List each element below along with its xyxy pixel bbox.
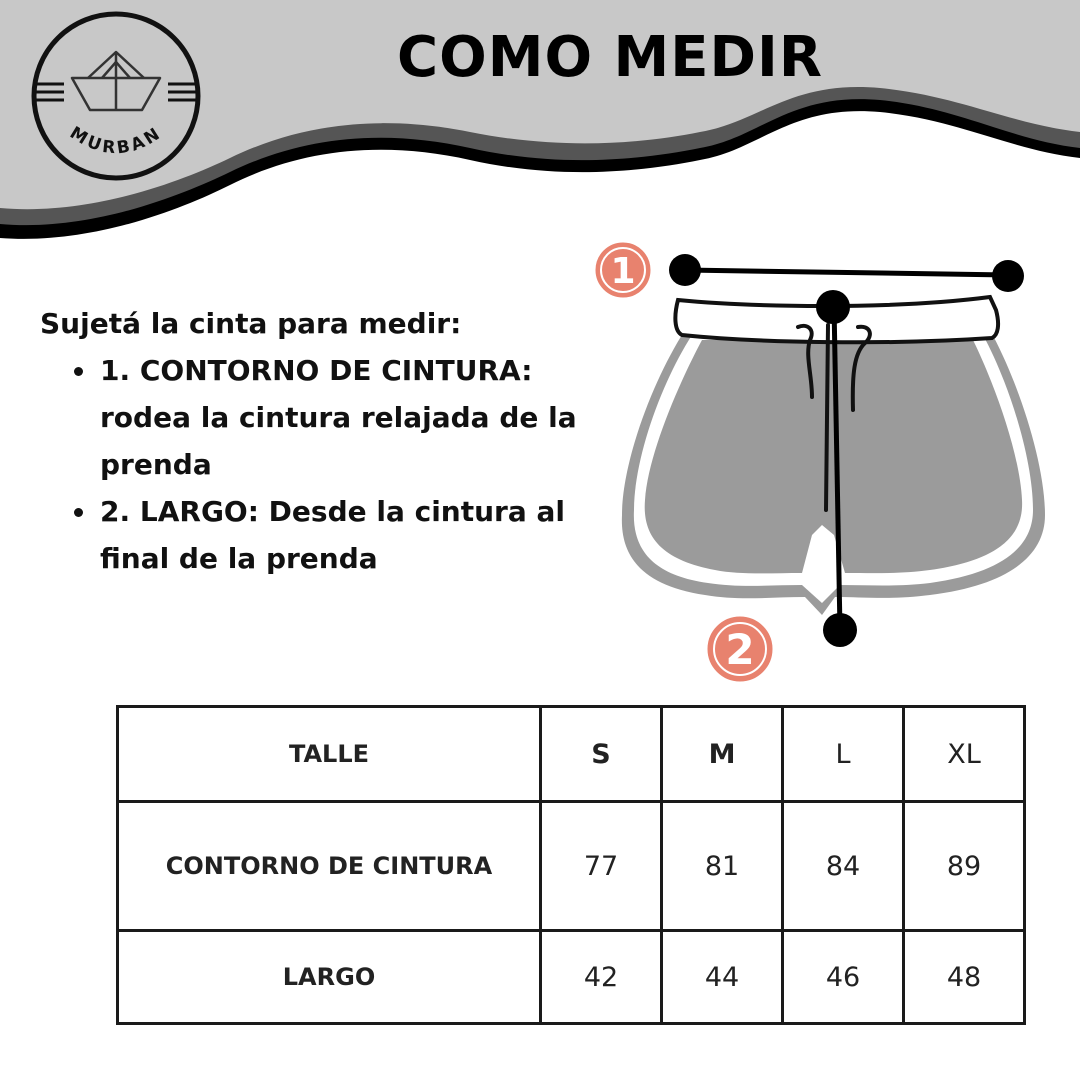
brand-text: MURBAN — [66, 123, 166, 159]
waist-value-xl: 89 — [904, 802, 1025, 931]
length-value-m: 44 — [662, 931, 783, 1024]
table-header-label: TALLE — [118, 707, 541, 802]
waist-value-s: 77 — [541, 802, 662, 931]
size-table — [116, 705, 1026, 1025]
marker-1-badge — [594, 241, 652, 299]
size-header-xl: XL — [904, 707, 1025, 802]
length-value-s: 42 — [541, 931, 662, 1024]
row-label-length: LARGO — [118, 931, 541, 1024]
size-header-s: S — [541, 707, 662, 802]
instruction-length: • 2. LARGO: Desde la cintura al final de la prenda — [98, 488, 600, 582]
svg-text:MURBAN — [66, 123, 166, 158]
instructions — [40, 300, 600, 582]
table-row — [118, 931, 1025, 1024]
murban-logo — [30, 10, 202, 182]
shorts-diagram — [590, 235, 1060, 695]
instructions-list — [40, 347, 600, 582]
instructions-lead: Sujetá la cinta para medir: — [40, 307, 462, 340]
length-value-l: 46 — [783, 931, 904, 1024]
page-title: COMO MEDIR — [397, 25, 823, 90]
waist-value-m: 81 — [662, 802, 783, 931]
size-header-m: M — [662, 707, 783, 802]
table-header-row — [118, 707, 1025, 802]
row-label-waist: CONTORNO DE CINTURA — [118, 802, 541, 931]
marker-2-label: 2 — [725, 625, 755, 674]
instruction-waist: • 1. CONTORNO DE CINTURA: rodea la cintura relajada de la prenda — [98, 347, 600, 488]
marker-2-badge — [706, 615, 774, 683]
length-value-xl: 48 — [904, 931, 1025, 1024]
size-header-l: L — [783, 707, 904, 802]
waist-value-l: 84 — [783, 802, 904, 931]
table-row — [118, 802, 1025, 931]
marker-1-label: 1 — [610, 251, 636, 292]
